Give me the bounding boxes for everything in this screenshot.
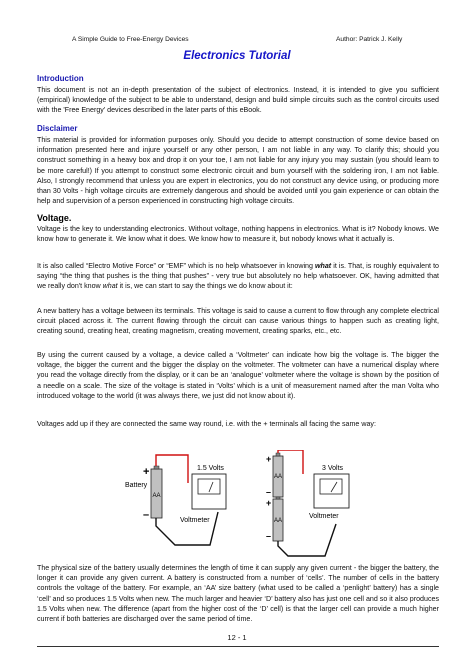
voltage-paragraph-3: A new battery has a voltage between its terminals. This voltage is said to cause a current to flow through any complete electrical circuit placed across it. The current flowing through the circuit can cause various things to happen such as creating light, creating sound, creating heat, creating magnetism, creating movement, creating sparks, etc., etc. <box>37 307 439 336</box>
battery-voltmeter-diagram <box>0 450 474 560</box>
aa-cell-top-label: AA <box>274 474 283 480</box>
footer-divider <box>37 646 439 647</box>
bottom-plus-terminal: + <box>266 498 272 508</box>
voltage-paragraph-2-part-c: it is, we can start to say the things we do know about it: <box>117 282 293 291</box>
aa-cell-bottom-cap <box>276 497 280 499</box>
page-number: 12 - 1 <box>227 633 247 642</box>
battery-minus-terminal: – <box>143 509 150 521</box>
aa-cell-top-cap <box>276 453 280 456</box>
battery-plus-terminal: + <box>143 466 150 478</box>
voltage-paragraph-1: Voltage is the key to understanding electronics. Without voltage, nothing happens in electronics. What is it? Nobody knows. We know how to generate it. We know what it does. We know how to measure it, but nobody knows what it actually is. <box>37 225 439 244</box>
voltage-heading: Voltage. <box>37 213 72 223</box>
battery-label: Battery <box>125 482 148 489</box>
voltmeter-reading: 1.5 Volts <box>197 465 224 472</box>
top-minus-terminal: – <box>266 487 272 497</box>
emphasis-what-2: what <box>102 282 118 291</box>
negative-wire-series <box>278 524 336 556</box>
aa-cell-cap <box>154 466 159 469</box>
two-battery-circuit <box>266 450 349 556</box>
voltage-paragraph-2 <box>37 261 439 292</box>
voltage-paragraph-5: Voltages add up if they are connected the same way round, i.e. with the + terminals all facing the same way: <box>37 420 376 428</box>
voltmeter-label: Voltmeter <box>180 517 210 524</box>
header-book-title: A Simple Guide to Free-Energy Devices <box>72 36 189 43</box>
voltage-paragraph-4: By using the current caused by a voltage, a device called a ‘Voltmeter’ can indicate how big the voltage is. The bigger the voltage, the bigger the current and the bigger the display on the voltmeter. The voltmeter can have a numerical display where you read the voltage directly from the display, or it can be an ‘analogue’ voltmeter where the voltage is shown by the position of a needle on a scale. The size of the voltage is stated in ‘Volts’ which is a unit of measurement named after the man Volta who introduced voltage to the world (it was always there, we just did not know about it). <box>37 351 439 400</box>
voltmeter-reading-series: 3 Volts <box>322 465 344 472</box>
page-title: Electronics Tutorial <box>183 50 291 62</box>
introduction-heading: Introduction <box>37 74 84 83</box>
emphasis-what-1: what <box>315 262 332 270</box>
voltage-paragraph-2-part-b: it is. That, is roughly equivalent to saying “the thing that pushes is the thing that pushes” - very true but absolutely no help whatsoever. OK, having admitted that we really don't know <box>37 262 440 291</box>
voltage-paragraph-6: The physical size of the battery usually determines the length of time it can supply any given current - the bigger the battery, the longer it can provide any given current. A battery is constructed from a number of ‘cells’. The number of cells in the battery controls the voltage of the battery. For example, an ‘AA’ size battery (what used to be called a ‘penlight’ battery) has a single ‘cell’ and so produces 1.5 Volts when new. The much larger and heavier ‘D’ battery also has just one cell and so it also produces 1.5 Volts when new. The difference (apart from the higher cost of the ‘D’ cell) is that the larger cell can provide a much higher current if both batteries are discharged over the same period of time. <box>37 564 439 624</box>
aa-cell-label: AA <box>152 493 161 499</box>
voltmeter-label-series: Voltmeter <box>309 513 339 520</box>
bottom-minus-terminal: – <box>266 531 272 541</box>
aa-cell-bottom-label: AA <box>274 518 283 524</box>
disclaimer-heading: Disclaimer <box>37 124 78 133</box>
single-battery-circuit <box>125 455 226 545</box>
header-author: Author: Patrick J. Kelly <box>336 36 403 43</box>
top-plus-terminal: + <box>266 454 272 464</box>
introduction-text: This document is not an in-depth presentation of the subject of electronics. Instead, it is intended to give you sufficient (empirical) knowledge of the subject to be able to understand, design and build simple circuits such as the control circuits used with the 'Free Energy' devices described in the later parts of this eBook. <box>37 86 439 115</box>
disclaimer-text: This material is provided for information purposes only. Should you decide to attempt construction of some device based on information presented here and injure yourself or any other person, I am not liable in any way. To clarify this; should you construct something in a heavy box and drop it on your toe, I am not liable for any injury you may sustain (you should learn to be more careful!) If you attempt to construct some electronic circuit and burn yourself with the soldering iron, I am not liable. Also, I strongly recommend that unless you are expert in electronics, you do not construct any device using, or producing more than 30 Volts - high voltage circuits are extremely dangerous and should be avoided until you gain experience or can obtain the help and supervision of a person experienced in constructing high voltage circuits. <box>37 136 439 206</box>
voltage-paragraph-2-part-a: It is also called “Electro Motive Force” or “EMF” which is no help whatsoever in knowing <box>37 262 315 270</box>
